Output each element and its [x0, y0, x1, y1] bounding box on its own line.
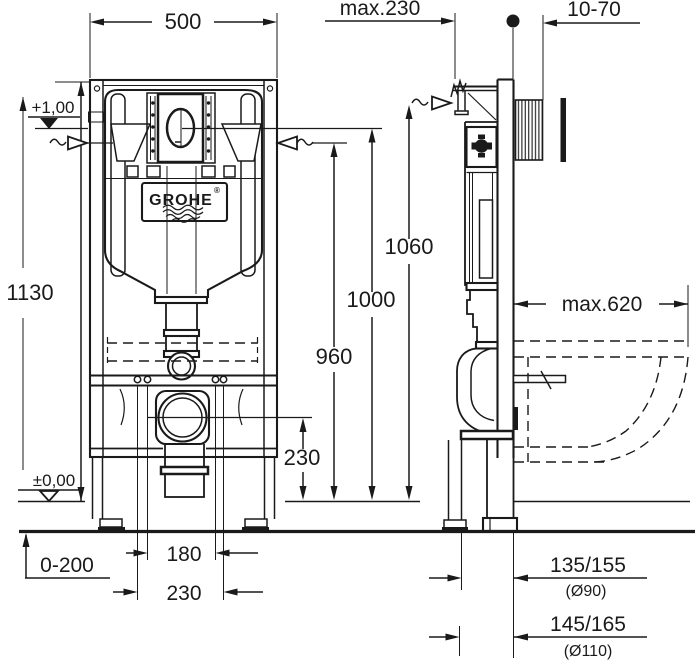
drain-pipe-flange: [483, 518, 517, 531]
dim-1000-label: 1000: [346, 287, 396, 312]
dim-960-label: 960: [315, 344, 353, 369]
wave-break-icon: [412, 99, 428, 105]
dim-max230-label: max.230: [339, 0, 421, 20]
wave-icon: [163, 210, 203, 215]
dim-500-label: 500: [164, 9, 202, 34]
dia-110-label: (Ø110): [563, 643, 613, 660]
front-view: [89, 80, 278, 532]
dim-230-drain-label: 230: [283, 445, 321, 470]
level-mark-top: [28, 98, 88, 129]
registered-mark: ®: [214, 186, 220, 195]
grohe-logo-text: GROHE: [149, 192, 213, 209]
drain-outlet: [156, 391, 209, 497]
dim-bowl-depth: [514, 285, 688, 347]
dim-145-165-label: 145/165: [550, 613, 626, 636]
dim-depth-max: [325, 0, 455, 79]
brand-plate: [142, 183, 227, 222]
dim-135-155-label: 135/155: [550, 554, 626, 577]
dim-drain-offset-110: [429, 613, 647, 660]
flush-plate-bar: [561, 98, 567, 162]
dim-1130-label: 1130: [6, 280, 54, 305]
level-mark-floor: [18, 471, 83, 501]
wave-break-icon: [297, 139, 313, 145]
clip: [147, 166, 160, 177]
cistern-slot-left: [111, 94, 125, 276]
flush-pipe: [155, 297, 207, 380]
break-arrow-icon: [278, 137, 297, 150]
fixing-bolt-icon: [212, 376, 218, 382]
dim-10-70-label: 10-70: [567, 0, 621, 21]
dim-feet-range: [23, 533, 111, 578]
dim-230-bottom-label: 230: [166, 582, 202, 605]
dim-width-top: [90, 9, 277, 78]
wave-break-icon: [50, 139, 66, 145]
fixing-bolt-icon: [134, 376, 140, 382]
drain-bend-collar: [461, 431, 513, 439]
dim-1060-label: 1060: [384, 234, 434, 259]
water-level-right: [222, 124, 261, 161]
clip: [202, 166, 215, 177]
cistern-slot-right: [241, 94, 255, 276]
wall-section-hatch: [516, 100, 543, 160]
datum-dot-icon: [507, 15, 520, 28]
break-arrow-icon: [432, 97, 451, 110]
mounting-rod: [514, 376, 566, 383]
dia-90-label: (Ø90): [565, 583, 607, 600]
dimensions: [6, 0, 688, 660]
clip: [127, 166, 138, 177]
wave-icon: [166, 215, 200, 219]
corner-screw-icon: [94, 86, 99, 91]
water-level-left: [111, 124, 150, 161]
dim-max620-label: max.620: [561, 293, 643, 316]
clip: [224, 166, 235, 177]
toilet-bowl-dashed: [514, 341, 688, 462]
fixing-bolt-icon: [220, 376, 226, 382]
level-triangle-icon: [40, 491, 58, 501]
level-plus1-label: +1,00: [31, 98, 75, 117]
corner-screw-icon: [267, 86, 272, 91]
dim-0-200-label: 0-200: [40, 554, 94, 577]
dim-180-label: 180: [166, 543, 202, 566]
dim-drain-offset-90: [429, 533, 647, 658]
break-arrow-icon: [68, 137, 87, 150]
level-zero-label: ±0,00: [32, 471, 76, 490]
wall-spacer: [514, 407, 519, 430]
dim-wall-range: [507, 0, 641, 100]
level-triangle-icon: [40, 118, 58, 129]
fixing-bolt-icon: [144, 376, 150, 382]
supply-connection-icon: [475, 139, 489, 153]
